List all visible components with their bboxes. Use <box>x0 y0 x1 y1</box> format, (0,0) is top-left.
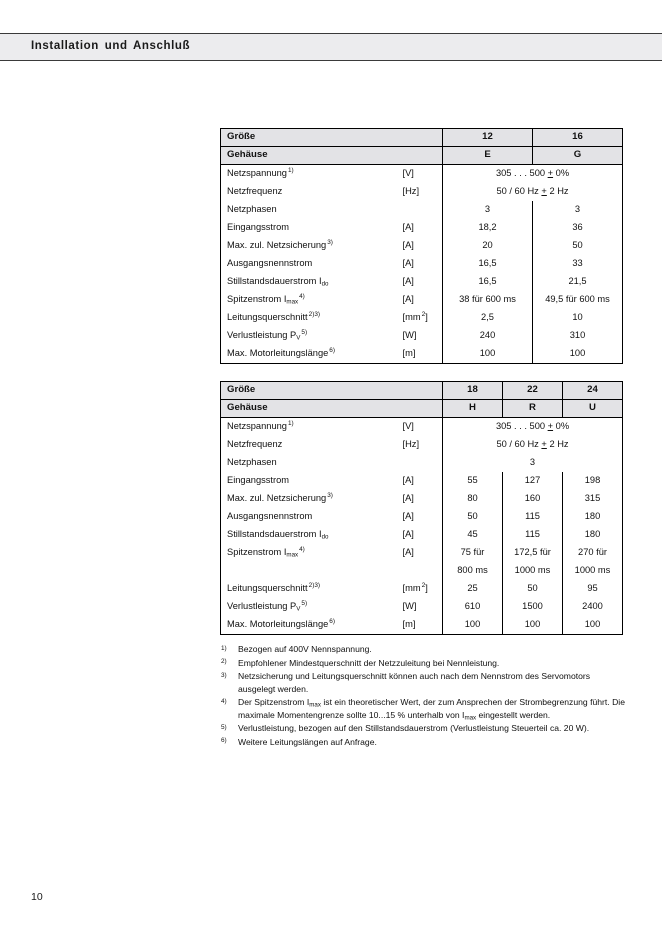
header-value: 24 <box>563 382 623 400</box>
row-label: Max. Motorleitungslänge$^{6)}$ <box>227 618 335 630</box>
row-value: 100 <box>443 345 533 364</box>
table-row <box>221 616 623 635</box>
row-label: Max. zul. Netzsicherung$^{3)}$ <box>227 239 333 251</box>
row-value: 270 für <box>563 544 623 562</box>
table-row <box>221 201 623 219</box>
footnote-item <box>221 643 625 655</box>
table-row <box>221 345 623 364</box>
footnote-text: Der Spitzenstrom $I_{max}$ ist ein theoretischer Wert, der zum Ansprechen der Strombegrenzung führt. Die maximale Momentengrenze sollte 10...15 % unterhalb von $I_{max}$ eingestellt werden. <box>238 697 625 721</box>
row-unit: [W] <box>402 601 417 612</box>
table-row <box>221 490 623 508</box>
footnote-item <box>221 657 625 669</box>
table-row <box>221 544 623 562</box>
row-value: 75 für <box>443 544 503 562</box>
table-row <box>221 327 623 345</box>
row-unit: [mm$^2$] <box>402 582 428 594</box>
row-label: Netzphasen <box>227 204 277 215</box>
row-value: 100 <box>443 616 503 635</box>
row-label: Netzfrequenz <box>227 439 283 450</box>
row-label: Leitungsquerschnitt$^{2)3)}$ <box>227 311 321 323</box>
row-value: 3 <box>533 201 623 219</box>
table-row <box>221 562 623 580</box>
row-unit: [A] <box>402 547 414 558</box>
table-row <box>221 273 623 291</box>
row-label: Spitzenstrom $I_{max}^{4)}$ <box>227 293 305 306</box>
table-header-row <box>221 129 623 147</box>
page-title: Installation und Anschluß <box>31 40 191 52</box>
row-value: 1000 ms <box>563 562 623 580</box>
footnote-marker: 4) <box>221 697 227 705</box>
spec-table-sizes-18-22-24 <box>220 381 623 635</box>
row-value-span: 305 . . . 500 + 0% <box>443 418 623 437</box>
row-unit: [V] <box>402 421 414 432</box>
table-row <box>221 436 623 454</box>
table-1-body <box>221 129 623 364</box>
row-unit: [A] <box>402 511 414 522</box>
row-unit <box>401 201 443 219</box>
table-row <box>221 309 623 327</box>
row-value: 16,5 <box>443 273 533 291</box>
row-value: 180 <box>563 508 623 526</box>
header-value: 22 <box>503 382 563 400</box>
table-2-body <box>221 382 623 635</box>
row-label: Netzspannung$^{1)}$ <box>227 420 294 432</box>
table-header-row <box>221 382 623 400</box>
row-value: 20 <box>443 237 533 255</box>
row-unit: [A] <box>402 276 414 287</box>
row-value: 36 <box>533 219 623 237</box>
row-value: 100 <box>563 616 623 635</box>
footnote-item <box>221 670 625 694</box>
row-value: 38 für 600 ms <box>443 291 533 309</box>
row-label: Eingangsstrom <box>227 475 290 486</box>
footnote-marker: 5) <box>221 723 227 731</box>
header-label: Gehäuse <box>221 147 443 165</box>
row-value: 21,5 <box>533 273 623 291</box>
table-row <box>221 237 623 255</box>
row-label: Netzspannung$^{1)}$ <box>227 167 294 179</box>
row-label: Stillstandsdauerstrom $I_{do}$ <box>227 529 329 541</box>
table-row <box>221 219 623 237</box>
row-unit: [A] <box>402 240 414 251</box>
row-value: 115 <box>503 508 563 526</box>
table-row <box>221 580 623 598</box>
table-row <box>221 508 623 526</box>
row-value: 115 <box>503 526 563 544</box>
row-label: Ausgangsnennstrom <box>227 258 313 269</box>
footnote-marker: 6) <box>221 737 227 745</box>
row-value: 100 <box>533 345 623 364</box>
row-unit: [A] <box>402 529 414 540</box>
footnote-marker: 3) <box>221 671 227 679</box>
row-unit: [A] <box>402 493 414 504</box>
footnote-marker: 2) <box>221 658 227 666</box>
row-value: 100 <box>503 616 563 635</box>
row-label: Verlustleistung $P_V^{5)}$ <box>227 329 308 342</box>
row-value: 127 <box>503 472 563 490</box>
footnote-text: Weitere Leitungslängen auf Anfrage. <box>238 736 377 747</box>
table-row <box>221 418 623 437</box>
row-label: Max. zul. Netzsicherung$^{3)}$ <box>227 492 333 504</box>
footnote-list <box>221 643 625 750</box>
row-value: 310 <box>533 327 623 345</box>
row-value: 3 <box>443 201 533 219</box>
table-row <box>221 472 623 490</box>
row-value: 50 <box>503 580 563 598</box>
row-unit: [m] <box>402 619 416 630</box>
header-value: 12 <box>443 129 533 147</box>
row-label <box>221 562 401 580</box>
header-label: Größe <box>221 382 443 400</box>
row-label: Ausgangsnennstrom <box>227 511 313 522</box>
footnote-text: Netzsicherung und Leitungsquerschnitt können auch nach dem Nennstrom des Servomotors ausgelegt werden. <box>238 671 591 694</box>
row-value: 1500 <box>503 598 563 616</box>
row-label: Eingangsstrom <box>227 222 290 233</box>
row-value: 315 <box>563 490 623 508</box>
row-unit: [A] <box>402 258 414 269</box>
header-value: H <box>443 400 503 418</box>
header-value: G <box>533 147 623 165</box>
table-header-row <box>221 400 623 418</box>
footnote-text: Empfohlener Mindestquerschnitt der Netzzuleitung bei Nennleistung. <box>238 657 500 668</box>
table-row <box>221 454 623 472</box>
header-value: E <box>443 147 533 165</box>
footnote-text: Verlustleistung, bezogen auf den Stillstandsdauerstrom (Verlustleistung Steuerteil ca. 20 W). <box>238 723 590 734</box>
row-unit: [Hz] <box>402 439 420 450</box>
header-label: Größe <box>221 129 443 147</box>
row-value: 180 <box>563 526 623 544</box>
spec-table-sizes-12-16 <box>220 128 623 364</box>
row-label: Netzphasen <box>227 457 277 468</box>
row-value-span: 50 / 60 Hz + 2 Hz <box>443 183 623 201</box>
footnote-item <box>221 696 625 720</box>
table-row <box>221 183 623 201</box>
footnote-item <box>221 736 625 748</box>
row-label: Stillstandsdauerstrom $I_{do}$ <box>227 276 329 288</box>
row-value: 95 <box>563 580 623 598</box>
header-label: Gehäuse <box>221 400 443 418</box>
row-value: 610 <box>443 598 503 616</box>
row-unit: [Hz] <box>402 186 420 197</box>
row-label: Leitungsquerschnitt$^{2)3)}$ <box>227 582 321 594</box>
row-value: 55 <box>443 472 503 490</box>
row-value: 16,5 <box>443 255 533 273</box>
row-value: 10 <box>533 309 623 327</box>
row-unit: [mm$^2$] <box>402 311 428 323</box>
header-value: R <box>503 400 563 418</box>
row-value: 49,5 für 600 ms <box>533 291 623 309</box>
row-value: 45 <box>443 526 503 544</box>
row-label: Netzfrequenz <box>227 186 283 197</box>
row-unit <box>401 562 443 580</box>
footnote-text: Bezogen auf 400V Nennspannung. <box>238 644 372 654</box>
row-value: 160 <box>503 490 563 508</box>
table-row <box>221 526 623 544</box>
row-value-span: 3 <box>443 454 623 472</box>
row-value: 2400 <box>563 598 623 616</box>
header-value: U <box>563 400 623 418</box>
row-value: 18,2 <box>443 219 533 237</box>
row-label: Max. Motorleitungslänge$^{6)}$ <box>227 347 335 359</box>
row-value-span: 50 / 60 Hz + 2 Hz <box>443 436 623 454</box>
row-unit <box>401 454 443 472</box>
row-label: Spitzenstrom $I_{max}^{4)}$ <box>227 546 305 559</box>
table-header-row <box>221 147 623 165</box>
row-value: 33 <box>533 255 623 273</box>
row-label: Verlustleistung $P_V^{5)}$ <box>227 600 308 613</box>
footnote-item <box>221 722 625 734</box>
row-value: 800 ms <box>443 562 503 580</box>
row-unit: [A] <box>402 222 414 233</box>
table-row <box>221 598 623 616</box>
page-running-header <box>0 33 662 61</box>
row-value: 198 <box>563 472 623 490</box>
table-row <box>221 291 623 309</box>
header-value: 18 <box>443 382 503 400</box>
footnote-marker: 1) <box>221 644 227 652</box>
row-unit: [V] <box>402 168 414 179</box>
row-value: 80 <box>443 490 503 508</box>
page-number: 10 <box>31 891 43 903</box>
row-value: 50 <box>443 508 503 526</box>
row-unit: [A] <box>402 475 414 486</box>
row-value: 172,5 für <box>503 544 563 562</box>
row-value: 2,5 <box>443 309 533 327</box>
table-row <box>221 255 623 273</box>
row-value-span: 305 . . . 500 + 0% <box>443 165 623 184</box>
row-unit: [m] <box>402 348 416 359</box>
row-value: 240 <box>443 327 533 345</box>
table-row <box>221 165 623 184</box>
row-value: 1000 ms <box>503 562 563 580</box>
row-unit: [A] <box>402 294 414 305</box>
header-value: 16 <box>533 129 623 147</box>
row-value: 50 <box>533 237 623 255</box>
row-value: 25 <box>443 580 503 598</box>
row-unit: [W] <box>402 330 417 341</box>
